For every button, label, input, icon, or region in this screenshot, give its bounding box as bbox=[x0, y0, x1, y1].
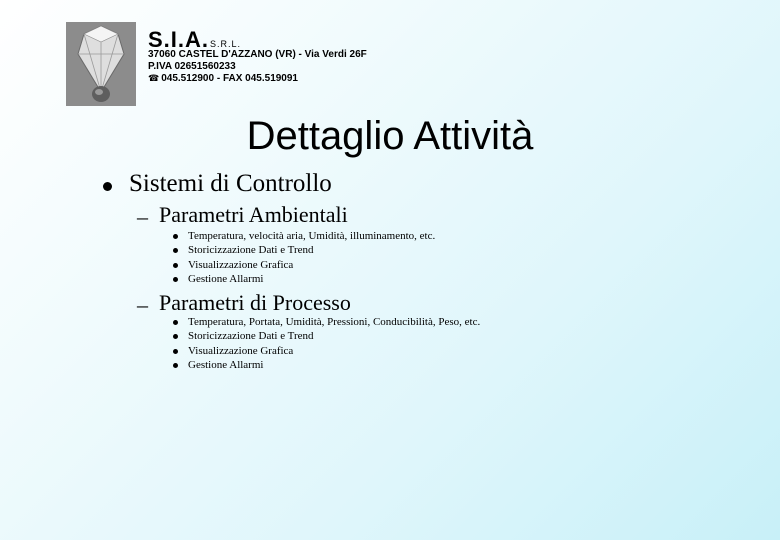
list-item: Temperatura, velocità aria, Umidità, illuminamento, etc. bbox=[188, 230, 436, 242]
list-item: Gestione Allarmi bbox=[188, 273, 264, 285]
bullet-icon bbox=[173, 349, 178, 354]
company-vat: P.IVA 02651560233 bbox=[148, 61, 236, 72]
company-contacts: ☎ 045.512900 - FAX 045.519091 bbox=[148, 73, 298, 84]
list-item: Storicizzazione Dati e Trend bbox=[188, 244, 314, 256]
section-heading: Parametri di Processo bbox=[159, 290, 351, 315]
bullet-icon bbox=[173, 263, 178, 268]
list-item: Storicizzazione Dati e Trend bbox=[188, 330, 314, 342]
section-heading: Parametri Ambientali bbox=[159, 202, 348, 227]
company-logo bbox=[66, 22, 136, 106]
phone-icon: ☎ bbox=[148, 73, 160, 83]
slide-title: Dettaglio Attività bbox=[246, 114, 534, 158]
list-item: Gestione Allarmi bbox=[188, 359, 264, 371]
bullet-icon bbox=[103, 182, 112, 191]
list-item: Visualizzazione Grafica bbox=[188, 345, 294, 357]
company-name: S.I.A.S.R.L. bbox=[148, 27, 242, 52]
bullet-icon bbox=[173, 320, 178, 325]
bullet-icon bbox=[173, 277, 178, 282]
bullet-icon bbox=[173, 248, 178, 253]
list-item: Visualizzazione Grafica bbox=[188, 259, 294, 271]
bullet-icon bbox=[173, 234, 178, 239]
dash-icon: – bbox=[137, 204, 148, 229]
company-address: 37060 CASTEL D'AZZANO (VR) - Via Verdi 26F bbox=[148, 49, 367, 60]
main-item: Sistemi di Controllo bbox=[129, 170, 332, 197]
bullet-icon bbox=[173, 363, 178, 368]
list-item: Temperatura, Portata, Umidità, Pressioni, Conducibilità, Peso, etc. bbox=[188, 316, 481, 328]
diamond-logo-icon bbox=[66, 22, 136, 106]
company-suffix: S.R.L. bbox=[210, 39, 242, 49]
dash-icon: – bbox=[137, 292, 148, 317]
bullet-icon bbox=[173, 334, 178, 339]
